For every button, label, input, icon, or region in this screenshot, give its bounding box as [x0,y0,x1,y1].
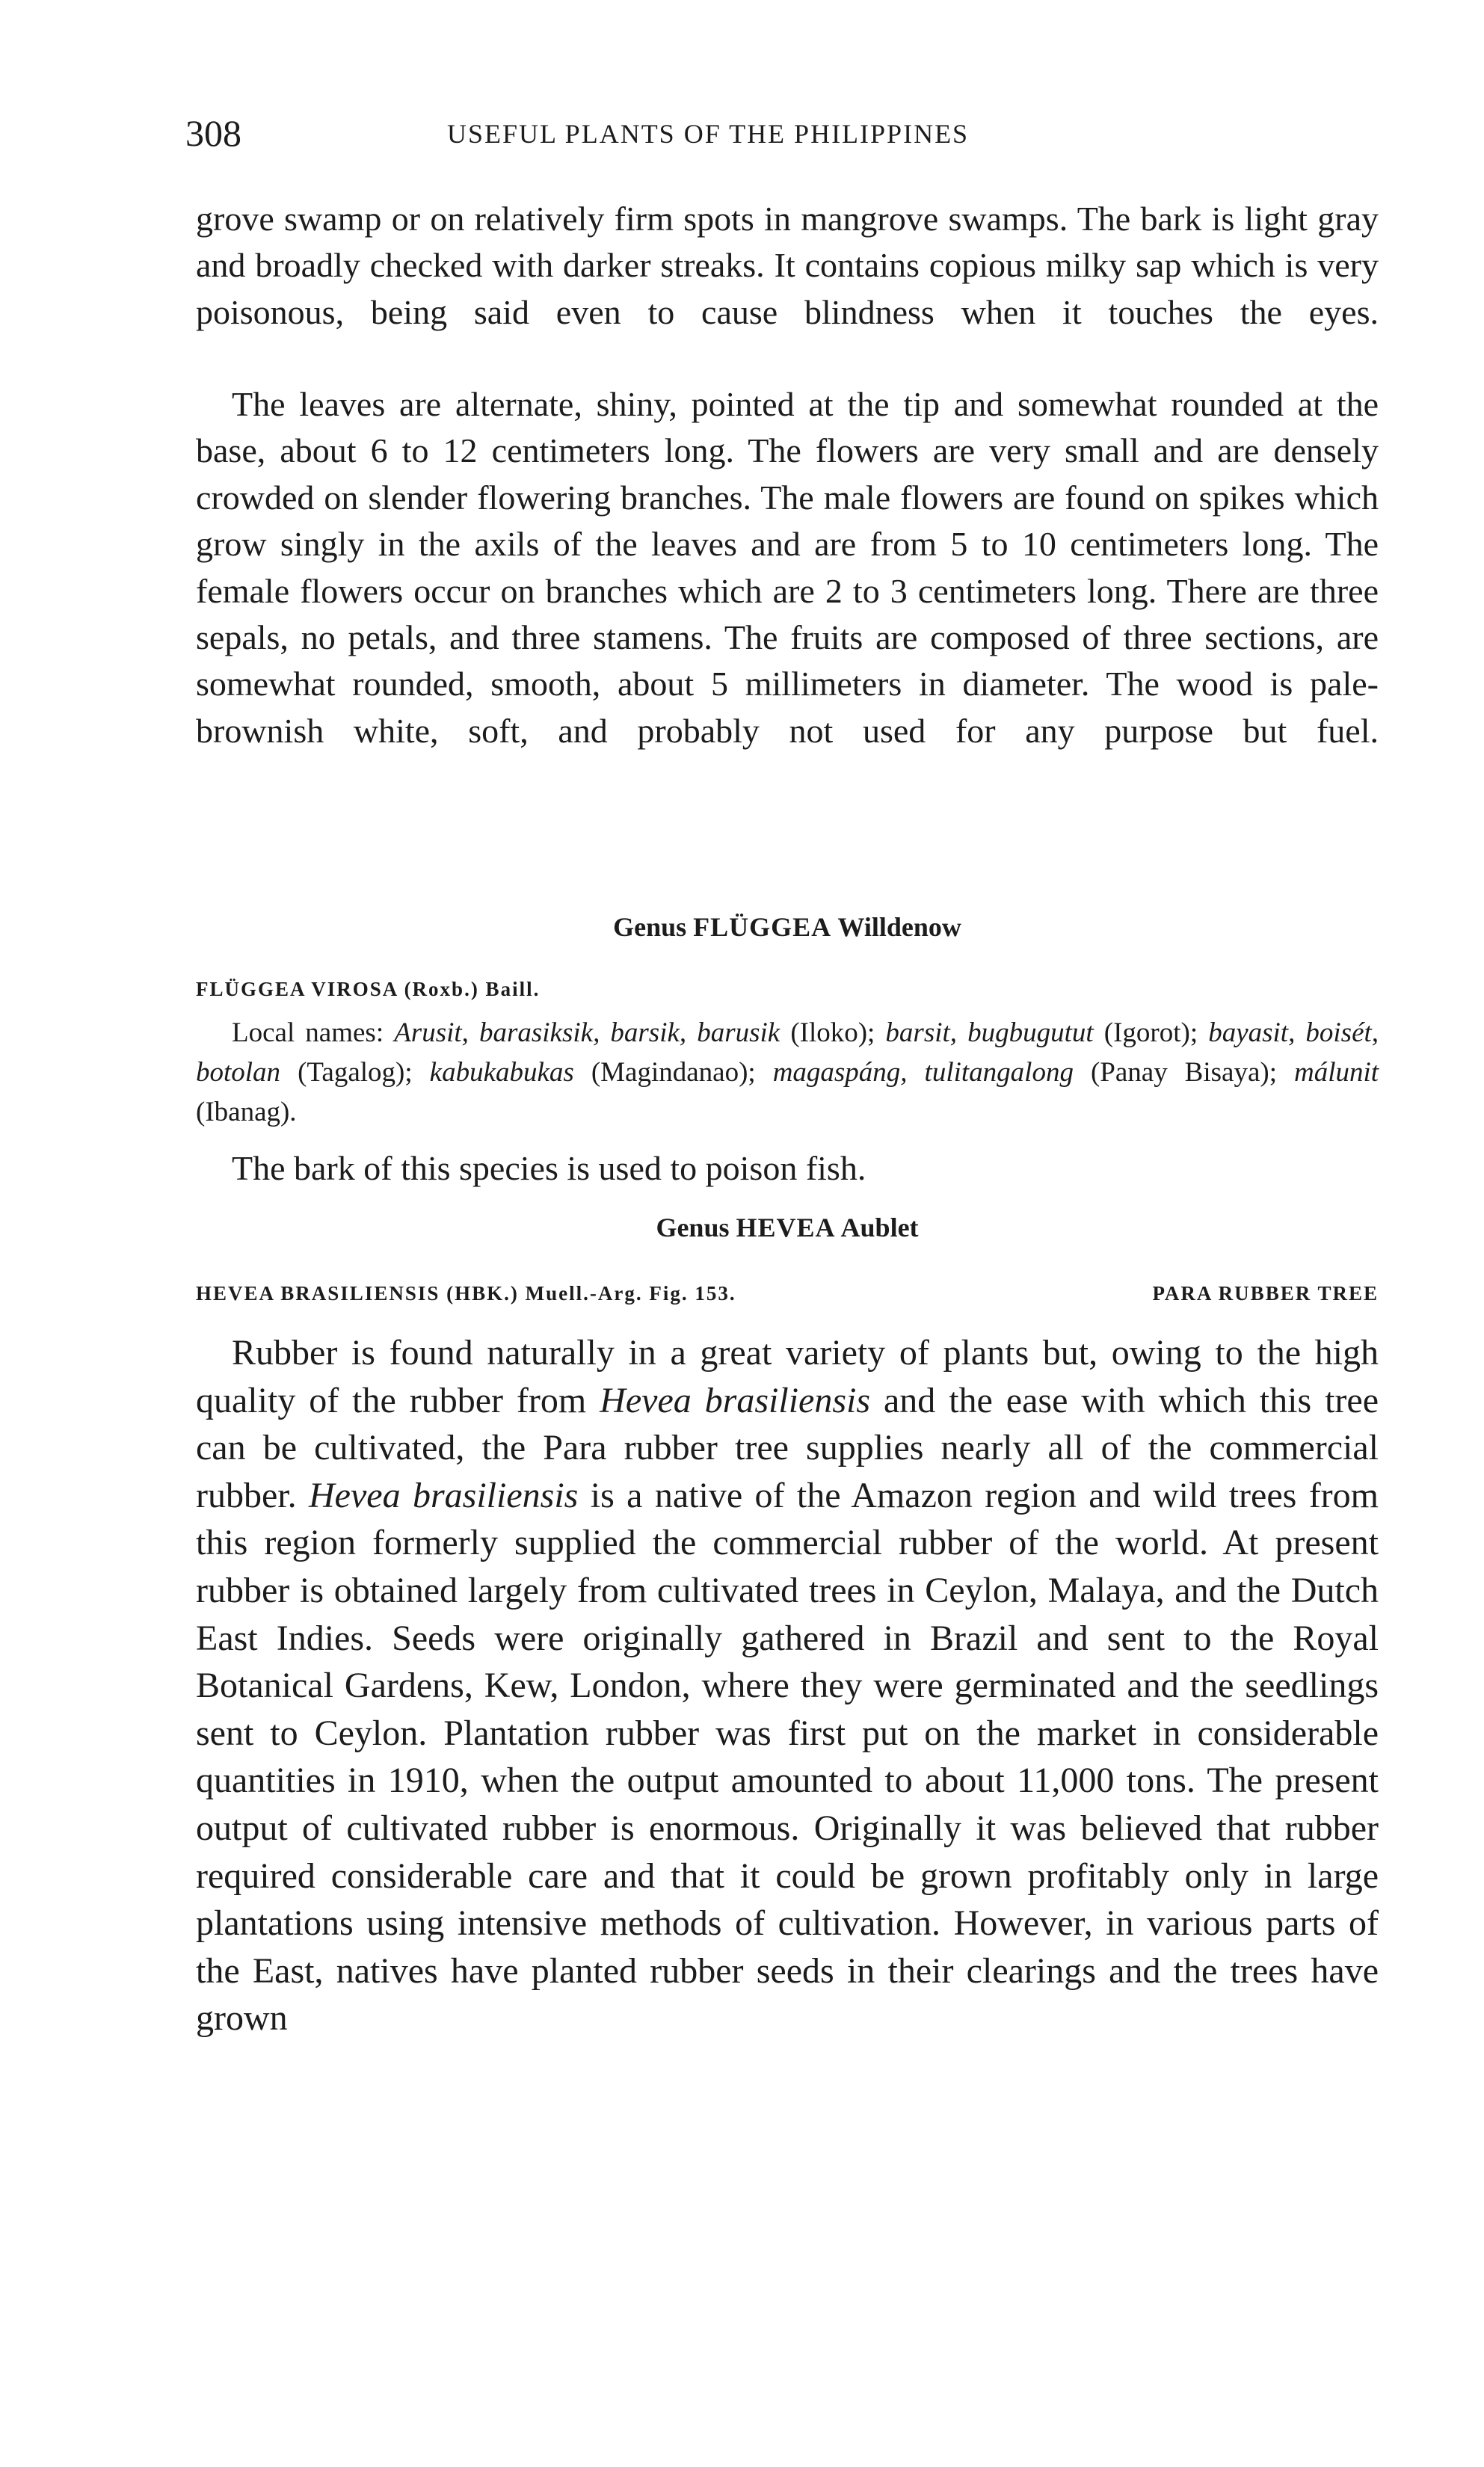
genus-author: Aublet [840,1213,919,1242]
region-igorot: (Igorot); [1103,1017,1198,1048]
genus-label: Genus [613,912,687,942]
page-number: 308 [185,112,241,154]
genus-name: FLÜGGEA [693,912,832,942]
paragraph-leaves-description: The leaves are alternate, shiny, pointed at the tip and somewhat rounded at the base, about 6 to 12 centimeters long. The flowers are very small and are densely crowded on slender flowering branches. The male flowers are found on spikes which grow singly in the axils of the leaves and are from 5 to 10 centimeters long. The female flowers occur on branches which are 2 to 3 centimeters long. There are three sepals, no petals, and three stamens. The fruits are composed of three sections, are somewhat rounded, smooth, about 5 millimeters in diameter. The wood is pale-brownish white, soft, and probably not used for any purpose but fuel. [196,385,1379,750]
scientific-name: Hevea brasiliensis [600,1380,871,1420]
genus-label: Genus [656,1213,730,1242]
region-ibanag: (Ibanag). [196,1097,297,1127]
local-names-label: Local names: [232,1017,384,1048]
local-name-ibanag: málunit [1294,1057,1379,1088]
local-name-iloko: Arusit, barasiksik, barsik, barusik [394,1017,781,1048]
scientific-name: Hevea brasiliensis [309,1475,579,1515]
rubber-text-part-3: is a native of the Amazon region and wild trees from this region formerly supplied the commercial rubber of the world. At present rubber is obtained largely from cultivated trees in Ceylon, Malaya, and the Dutch East Indies. Seeds were originally gathered in Brazil and sent to the Royal Botanical Gardens, Kew, London, where they were germinated and the seedlings sent to Ceylon. Plantation rubber was first put on the market in considerable quantities in 1910, when the output amounted to about 11,000 tons. The present output of cultivated rubber is enormous. Originally it was believed that rubber required considerable care and that it could be grown profitably only in large plantations using intensive methods of cultivation. However, in various parts of the East, natives have planted rubber seeds in their clearings and the trees have grown [196,1475,1379,2039]
species-heading-hevea-brasiliensis [196,1278,1379,1308]
local-name-magindanao: kabukabukas [429,1057,574,1088]
paragraph-para-rubber [196,1329,1379,2042]
region-panay-bisaya: (Panay Bisaya); [1090,1057,1277,1088]
species-name: HEVEA BRASILIENSIS (HBK.) Muell.-Arg. Fig. 153. [196,1282,736,1305]
genus-author: Willdenow [837,912,961,942]
common-name: PARA RUBBER TREE [1152,1282,1379,1305]
genus-heading-hevea [196,1211,1379,1244]
genus-heading-flueggea [196,911,1379,943]
page-header [185,111,1382,155]
paragraph-mangrove-habitat: grove swamp or on relatively firm spots in mangrove swamps. The bark is light gray and broadly checked with darker streaks. It contains copious milky sap which is very poisonous, being said even to cause blindness when it touches the eyes. [196,200,1379,331]
region-magindanao: (Magindanao); [591,1057,756,1088]
region-iloko: (Iloko); [790,1017,875,1048]
region-tagalog: (Tagalog); [298,1057,413,1088]
rubber-text-part-1: Rubber is found naturally in a great variety of plants but, owing to the high quality of the rubber from [196,1333,1379,1420]
local-name-igorot: barsit, bugbugutut [885,1017,1094,1048]
genus-name: HEVEA [736,1213,836,1242]
species-heading-flueggea-virosa: FLÜGGEA VIROSA (Roxb.) Baill. [196,978,541,1000]
local-names-paragraph [196,1013,1379,1132]
rubber-text-part-2: and the ease with which this tree can be cultivated, the Para rubber tree supplies nearly all of the commercial rubber. [196,1380,1379,1515]
running-head: USEFUL PLANTS OF THE PHILIPPINES [447,119,970,149]
flueggea-use-paragraph: The bark of this species is used to poison fish. [232,1149,866,1187]
local-name-panay-bisaya: magaspáng, tulitangalong [772,1057,1074,1088]
local-name-tagalog: bayasit, boisét, botolan [196,1017,1379,1088]
